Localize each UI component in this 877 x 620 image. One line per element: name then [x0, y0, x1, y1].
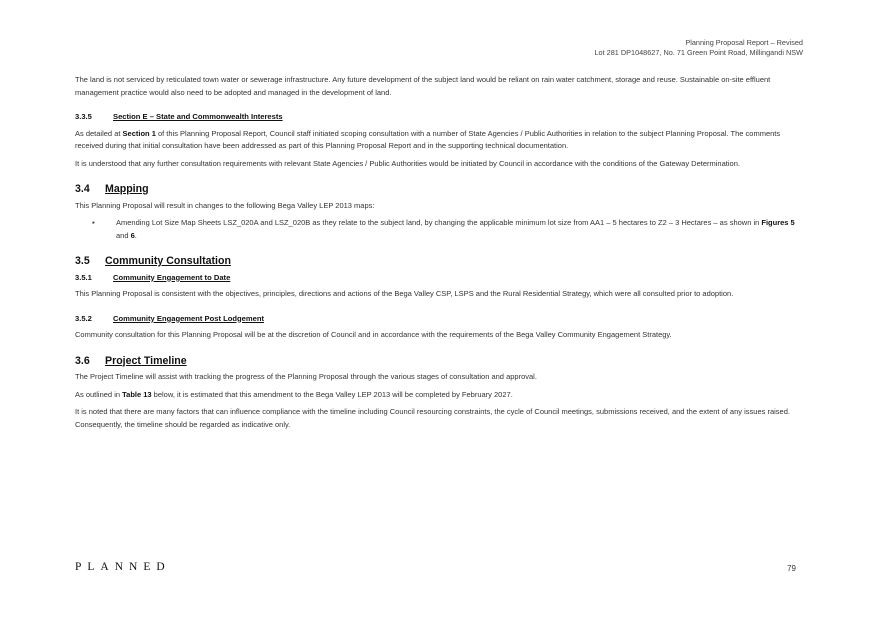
page-number: 79 — [787, 564, 796, 573]
section-3-6-paragraph-1: The Project Timeline will assist with tracking the progress of the Planning Proposal through the various stages of consultation and approval. — [75, 372, 537, 381]
section-3-5-1-paragraph: This Planning Proposal is consistent with the objectives, principles, directions and actions of the Bega Valley CSP, LSPS and the Rural Residential Strategy, which were all consulted prior to adoption. — [75, 289, 734, 298]
text-run: below, it is estimated that this amendment to the Bega Valley LEP 2013 will be completed by February 2027. — [151, 389, 513, 399]
text-run: Amending Lot Size Map Sheets LSZ_020A and LSZ_020B as they relate to the subject land, by changing the applicable minimum lot size from AA1 – 5 hectares to Z2 – 3 Hectares – as shown in — [116, 218, 762, 227]
planned-logo: PLANNED — [75, 561, 171, 573]
section-3-6-paragraph-2 — [75, 389, 803, 402]
section-3-4-paragraph: This Planning Proposal will result in changes to the following Bega Valley LEP 2013 maps: — [75, 200, 375, 210]
section-3-5-1-heading — [75, 272, 803, 285]
section-3-6-paragraph-3: It is noted that there are many factors that can influence compliance with the timeline including Council resourcing constraints, the cycle of Council meetings, submissions received, and the extent of any issues raised. Consequently, the timeline should be regarded as indicative only. — [75, 407, 790, 429]
bullet-text — [116, 217, 803, 242]
section-title: Community Engagement Post Lodgement — [113, 313, 265, 323]
section-3-3-5-heading — [75, 111, 803, 124]
section-3-6-heading — [75, 355, 803, 368]
table-13-reference: Table 13 — [122, 389, 152, 399]
bullet-icon: ▪ — [92, 218, 95, 227]
page-content — [75, 74, 803, 436]
text-run: of this Planning Proposal Report, Council staff initiated scoping consultation with a number of State Agencies / Public Authorities in relation to the subject Planning Proposal. The comments received during that initial consultation have been addressed as part of this Planning Proposal Report and in the supporting technical documentation. — [75, 128, 781, 150]
text-run: As outlined in — [75, 389, 123, 399]
section-3-5-2-paragraph: Community consultation for this Planning Proposal will be at the discretion of Council and in accordance with the requirements of the Bega Valley Community Engagement Strategy. — [75, 330, 672, 339]
mapping-bullet-list — [75, 217, 803, 242]
section-title: Community Engagement to Date — [113, 272, 231, 282]
section-3-5-2-heading — [75, 313, 803, 326]
section-3-4-heading — [75, 183, 803, 196]
section-3-3-5-paragraph-2: It is understood that any further consultation requirements with relevant State Agencies / Public Authorities would be initiated by Council in accordance with the conditions of the Gateway Determination. — [75, 158, 740, 168]
list-item — [75, 217, 803, 242]
text-run: . — [134, 230, 137, 240]
figures-5-reference: Figures 5 — [761, 218, 795, 227]
section-3-3-5-paragraph-1 — [75, 128, 803, 153]
intro-paragraph: The land is not serviced by reticulated town water or sewerage infrastructure. Any future development of the subject land would be reliant on rain water catchment, storage and reuse. Sustainable on-site effluent management practice would also need to be adopted and managed in the development of land. — [75, 75, 771, 97]
section-number: 3.5.1 — [75, 272, 92, 282]
section-title: Mapping — [105, 183, 149, 195]
text-run: and — [116, 230, 131, 240]
section-number: 3.5.2 — [75, 313, 92, 323]
section-title: Project Timeline — [105, 354, 187, 367]
header-address: Lot 281 DP1048627, No. 71 Green Point Road, Millingandi NSW — [594, 48, 803, 57]
section-number: 3.3.5 — [75, 112, 92, 121]
text-run: As detailed at — [75, 128, 123, 138]
section-title: Section E – State and Commonwealth Interests — [113, 112, 283, 121]
page-header — [595, 38, 804, 58]
section-number: 3.4 — [75, 183, 90, 195]
section-title: Community Consultation — [105, 255, 231, 267]
header-title: Planning Proposal Report – Revised — [685, 38, 803, 47]
section-number: 3.6 — [75, 354, 90, 367]
section-3-5-heading — [75, 255, 803, 268]
section-number: 3.5 — [75, 255, 90, 267]
figure-6-reference: 6 — [130, 230, 135, 240]
section-1-reference: Section 1 — [122, 128, 156, 138]
